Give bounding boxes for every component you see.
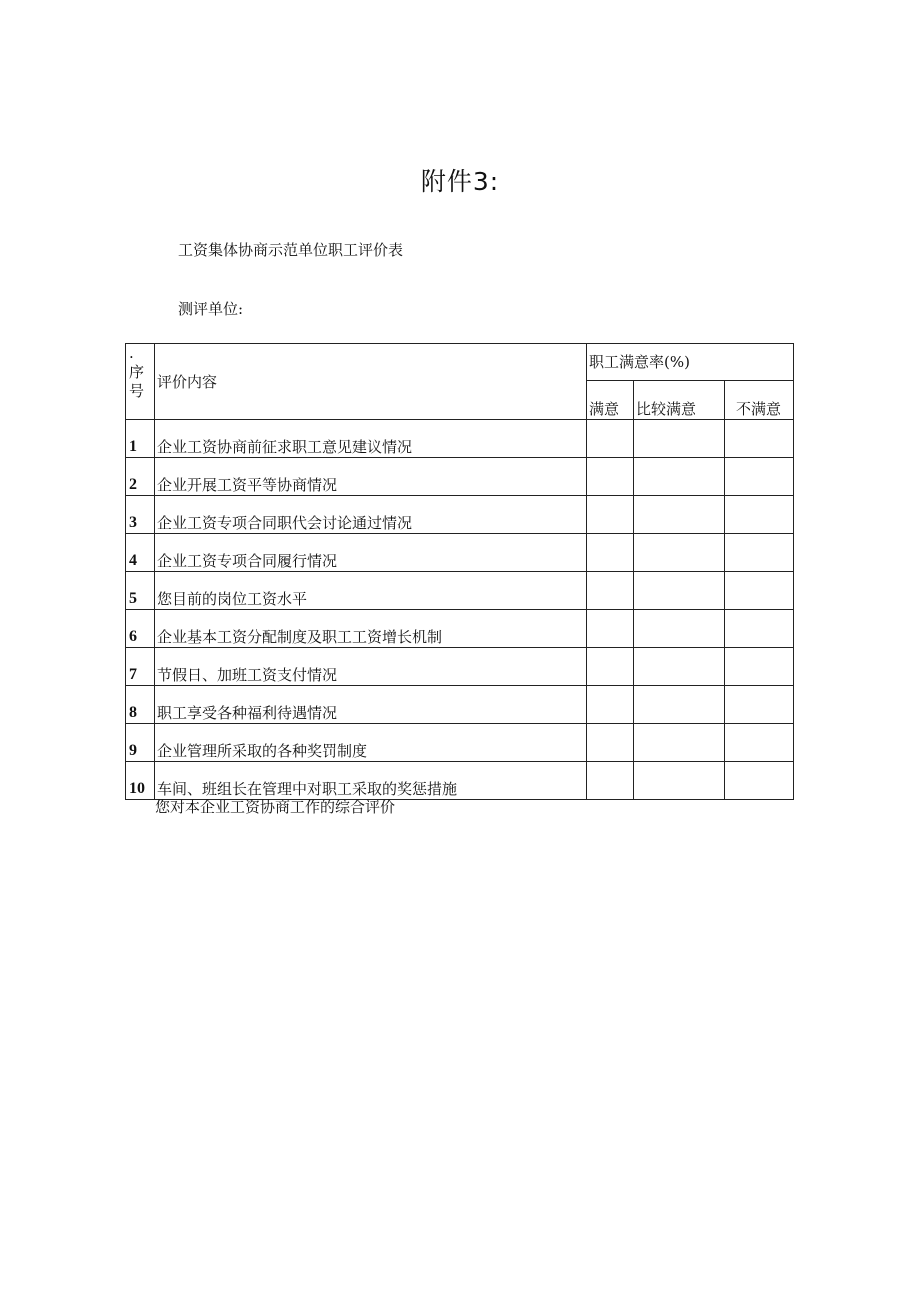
row-item: 车间、班组长在管理中对职工采取的奖惩措施 [155,762,587,800]
dissatisfied-cell[interactable] [725,724,794,762]
fairly-satisfied-cell[interactable] [634,496,725,534]
satisfied-cell[interactable] [587,648,634,686]
satisfied-cell[interactable] [587,724,634,762]
table-row [126,610,794,648]
header-seq-top: 序 [129,363,145,381]
header-content-cell: 评价内容 [155,344,587,420]
table-row [126,420,794,458]
overall-evaluation-label: 您对本企业工资协商工作的综合评价 [155,798,396,816]
row-item: 企业工资专项合同履行情况 [155,534,587,572]
row-number: 4 [126,534,155,572]
satisfied-cell[interactable] [587,496,634,534]
row-item: 您目前的岗位工资水平 [155,572,587,610]
satisfied-cell[interactable] [587,762,634,800]
dissatisfied-cell[interactable] [725,762,794,800]
table-row [126,534,794,572]
dissatisfied-cell[interactable] [725,458,794,496]
row-number: 2 [126,458,155,496]
satisfied-cell[interactable] [587,534,634,572]
fairly-satisfied-cell[interactable] [634,458,725,496]
satisfied-cell[interactable] [587,572,634,610]
dissatisfied-cell[interactable] [725,686,794,724]
row-number: 10 [126,762,155,800]
table-row [126,572,794,610]
dissatisfied-cell[interactable] [725,648,794,686]
row-item: 节假日、加班工资支付情况 [155,648,587,686]
dissatisfied-cell[interactable] [725,534,794,572]
dissatisfied-cell[interactable] [725,572,794,610]
row-item: 企业工资协商前征求职工意见建议情况 [155,420,587,458]
header-seq-cell [126,344,155,420]
satisfied-cell[interactable] [587,420,634,458]
table-header-row-1 [126,344,794,381]
dissatisfied-cell[interactable] [725,610,794,648]
row-item: 企业基本工资分配制度及职工工资增长机制 [155,610,587,648]
header-satisfaction-group: 职工满意率(%) [587,344,794,381]
fairly-satisfied-cell[interactable] [634,648,725,686]
header-seq-bottom: 号 [129,382,145,400]
header-seq-mark: . [129,344,134,362]
table-row [126,648,794,686]
table-row [126,458,794,496]
row-number: 5 [126,572,155,610]
row-item: 企业管理所采取的各种奖罚制度 [155,724,587,762]
row-number: 9 [126,724,155,762]
evaluation-table [125,343,794,800]
row-item: 企业工资专项合同职代会讨论通过情况 [155,496,587,534]
satisfied-cell[interactable] [587,610,634,648]
fairly-satisfied-cell[interactable] [634,610,725,648]
evaluation-table-container [125,343,793,800]
row-number: 3 [126,496,155,534]
fairly-satisfied-cell[interactable] [634,724,725,762]
satisfied-cell[interactable] [587,686,634,724]
header-fairly-satisfied: 比较满意 [634,381,725,420]
table-row [126,762,794,800]
fairly-satisfied-cell[interactable] [634,420,725,458]
table-row [126,496,794,534]
fairly-satisfied-cell[interactable] [634,686,725,724]
dissatisfied-cell[interactable] [725,420,794,458]
row-number: 6 [126,610,155,648]
evaluated-unit-label: 测评单位: [178,300,244,318]
form-title: 工资集体协商示范单位职工评价表 [178,241,404,259]
attachment-heading: 附件3: [420,167,500,196]
header-satisfied: 满意 [587,381,634,420]
fairly-satisfied-cell[interactable] [634,762,725,800]
evaluation-table-body [126,344,794,800]
row-number: 8 [126,686,155,724]
row-item: 企业开展工资平等协商情况 [155,458,587,496]
fairly-satisfied-cell[interactable] [634,534,725,572]
row-number: 1 [126,420,155,458]
table-row [126,686,794,724]
table-row [126,724,794,762]
row-item: 职工享受各种福利待遇情况 [155,686,587,724]
header-dissatisfied: 不满意 [725,381,794,420]
dissatisfied-cell[interactable] [725,496,794,534]
row-number: 7 [126,648,155,686]
satisfied-cell[interactable] [587,458,634,496]
fairly-satisfied-cell[interactable] [634,572,725,610]
